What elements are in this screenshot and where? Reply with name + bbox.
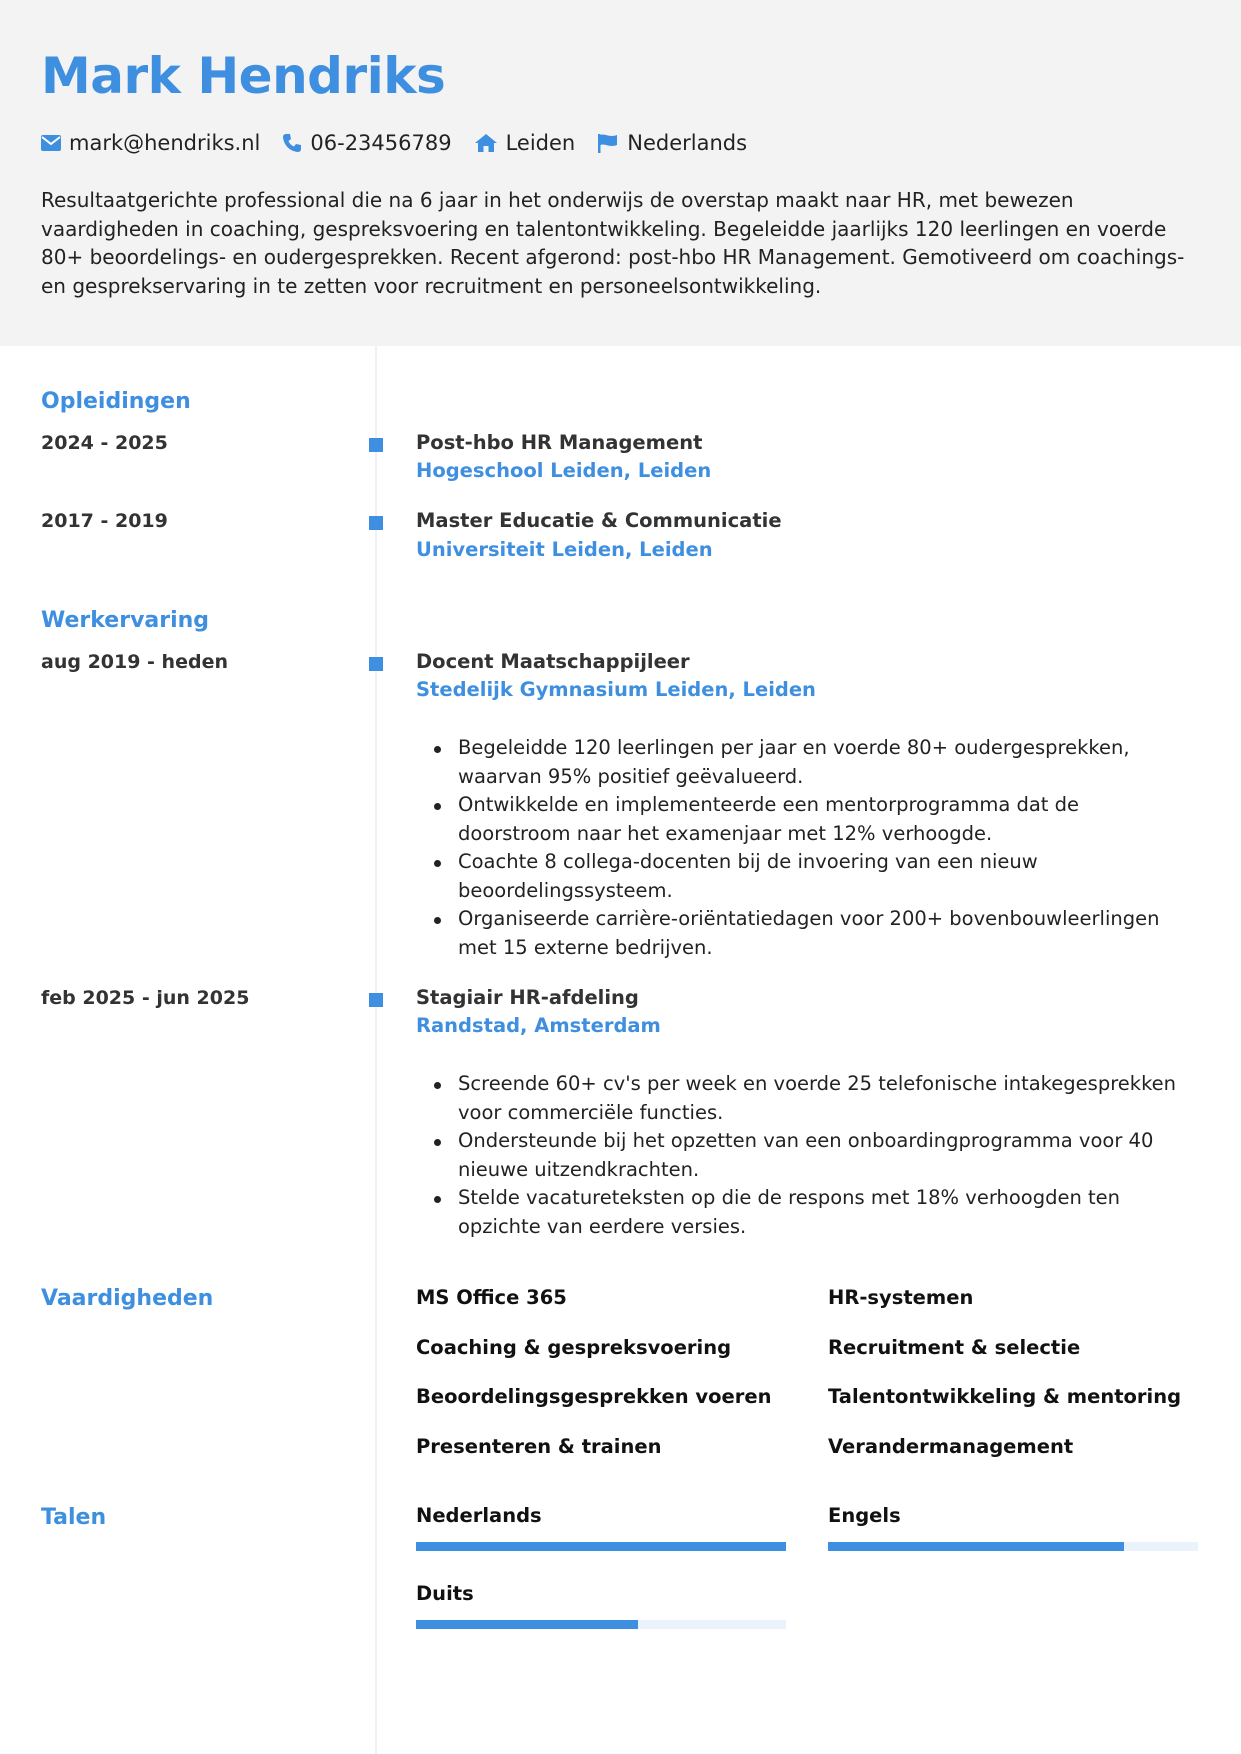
skill-item: Recruitment & selectie	[828, 1336, 1081, 1359]
contact-nationality	[597, 131, 747, 155]
experience-date: aug 2019 - heden	[41, 651, 228, 673]
job-title: Stagiair HR-afdeling	[416, 986, 639, 1009]
candidate-name: Mark Hendriks	[41, 47, 446, 105]
contact-location	[474, 131, 576, 155]
contact-info	[41, 128, 747, 158]
column-divider	[375, 346, 377, 1754]
job-company: Randstad, Amsterdam	[416, 1014, 661, 1037]
education-institution: Hogeschool Leiden, Leiden	[416, 459, 712, 482]
language-level-fill	[416, 1542, 786, 1551]
contact-email[interactable]	[41, 131, 260, 155]
list-item: Screende 60+ cv's per week en voerde 25 telefonische intakegesprekken voor commerciële functies.	[458, 1070, 1196, 1127]
education-title: Post-hbo HR Management	[416, 431, 703, 454]
language-name: Nederlands	[416, 1504, 542, 1527]
language-level-bar	[828, 1542, 1198, 1551]
skill-item: MS Office 365	[416, 1286, 567, 1309]
list-item: Stelde vacatureteksten op die de respons met 18% verhoogden ten opzichte van eerdere versies.	[458, 1184, 1196, 1241]
contact-phone[interactable]	[282, 131, 451, 155]
list-item: Ontwikkelde en implementeerde een mentorprogramma dat de doorstroom naar het examenjaar met 12% verhoogde.	[458, 791, 1196, 848]
language-level-fill	[828, 1542, 1124, 1551]
skill-item: Verandermanagement	[828, 1435, 1074, 1458]
location-text: Leiden	[505, 131, 576, 155]
envelope-icon	[41, 135, 61, 151]
job-achievements	[416, 1070, 1196, 1241]
timeline-marker	[369, 438, 383, 452]
profile-summary: Resultaatgerichte professional die na 6 jaar in het onderwijs de overstap maakt naar HR, met bewezen vaardigheden in coaching, gespreksvoering en talentontwikkeling. Begeleidde jaarlijks 120 leerlingen en voerde 80+ beoordelings- en oudergesprekken. Recent afgerond: post-hbo HR Management. Gemotiveerd om coachings- en gesprekservaring in te zetten voor recruitment en personeelsontwikkeling.	[41, 188, 1185, 298]
section-title-languages: Talen	[41, 1505, 107, 1530]
experience-date: feb 2025 - jun 2025	[41, 987, 250, 1009]
language-level-fill	[416, 1620, 638, 1629]
phone-text: 06-23456789	[310, 131, 452, 155]
education-institution: Universiteit Leiden, Leiden	[416, 538, 713, 561]
timeline-marker	[369, 993, 383, 1007]
timeline-marker	[369, 516, 383, 530]
language-name: Duits	[416, 1582, 474, 1605]
language-level-bar	[416, 1620, 786, 1629]
header	[0, 0, 1241, 346]
skill-item: Presenteren & trainen	[416, 1435, 662, 1458]
education-title: Master Educatie & Communicatie	[416, 509, 782, 532]
language-level-bar	[416, 1542, 786, 1551]
list-item: Coachte 8 collega-docenten bij de invoering van een nieuw beoordelingssysteem.	[458, 848, 1196, 905]
section-title-skills: Vaardigheden	[41, 1286, 214, 1311]
education-date: 2017 - 2019	[41, 510, 168, 532]
list-item: Organiseerde carrière-oriëntatiedagen voor 200+ bovenbouwleerlingen met 15 externe bedrijven.	[458, 905, 1196, 962]
skill-item: Coaching & gespreksvoering	[416, 1336, 732, 1359]
flag-icon	[597, 133, 619, 153]
skill-item: Beoordelingsgesprekken voeren	[416, 1385, 772, 1408]
job-achievements	[416, 734, 1196, 962]
section-title-experience: Werkervaring	[41, 608, 210, 633]
job-company: Stedelijk Gymnasium Leiden, Leiden	[416, 678, 816, 701]
section-title-education: Opleidingen	[41, 389, 191, 414]
skill-item: HR-systemen	[828, 1286, 974, 1309]
skill-item: Talentontwikkeling & mentoring	[828, 1385, 1182, 1408]
email-text: mark@hendriks.nl	[69, 131, 261, 155]
nationality-text: Nederlands	[627, 131, 748, 155]
home-icon	[474, 133, 498, 153]
job-title: Docent Maatschappijleer	[416, 650, 690, 673]
list-item: Begeleidde 120 leerlingen per jaar en voerde 80+ oudergesprekken, waarvan 95% positief geëvalueerd.	[458, 734, 1196, 791]
phone-icon	[282, 133, 302, 153]
timeline-marker	[369, 657, 383, 671]
language-name: Engels	[828, 1504, 901, 1527]
list-item: Ondersteunde bij het opzetten van een onboardingprogramma voor 40 nieuwe uitzendkrachten.	[458, 1127, 1196, 1184]
education-date: 2024 - 2025	[41, 432, 168, 454]
